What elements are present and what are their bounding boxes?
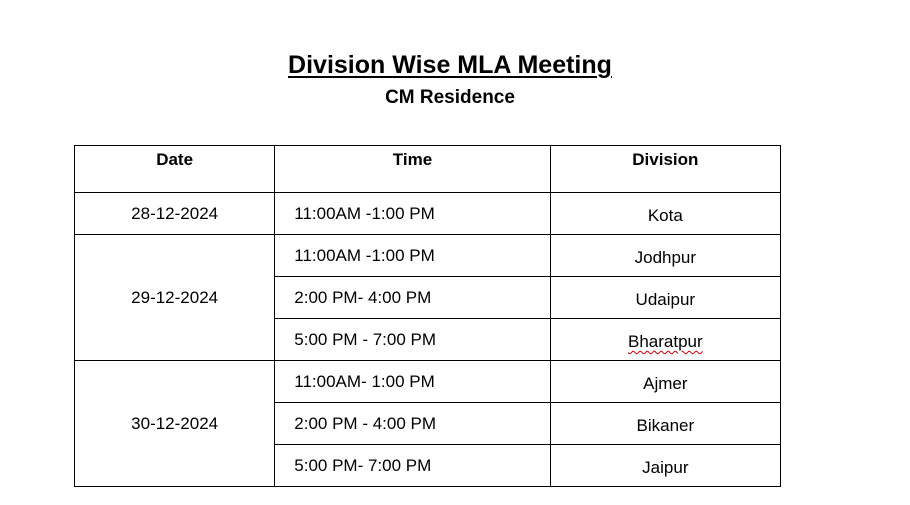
document-title: [0, 50, 900, 80]
division-cell: Udaipur: [550, 277, 780, 319]
time-cell: 5:00 PM- 7:00 PM: [275, 445, 550, 487]
time-cell: 11:00AM -1:00 PM: [275, 193, 550, 235]
division-cell: Bikaner: [550, 403, 780, 445]
time-cell: 11:00AM- 1:00 PM: [275, 361, 550, 403]
time-cell: 2:00 PM - 4:00 PM: [275, 403, 550, 445]
header-date: Date: [75, 146, 275, 193]
table-row: [75, 235, 781, 277]
division-cell: Ajmer: [550, 361, 780, 403]
time-cell: 5:00 PM - 7:00 PM: [275, 319, 550, 361]
document-title-text: Division Wise MLA Meeting: [288, 51, 612, 79]
table-row: [75, 361, 781, 403]
date-cell: 30-12-2024: [75, 361, 275, 487]
header-time: Time: [275, 146, 550, 193]
time-cell: 11:00AM -1:00 PM: [275, 235, 550, 277]
division-cell: Jodhpur: [550, 235, 780, 277]
table-header-row: [75, 146, 781, 193]
spellcheck-flagged-word: Bharatpur: [627, 332, 703, 351]
time-cell: 2:00 PM- 4:00 PM: [275, 277, 550, 319]
header-division: Division: [550, 146, 780, 193]
date-cell: 29-12-2024: [75, 235, 275, 361]
division-cell: [550, 319, 780, 361]
division-cell: Jaipur: [550, 445, 780, 487]
date-cell: 28-12-2024: [75, 193, 275, 235]
table-row: [75, 193, 781, 235]
meeting-schedule-table: [74, 145, 781, 487]
document-subtitle: CM Residence: [385, 87, 515, 108]
division-cell: Kota: [550, 193, 780, 235]
